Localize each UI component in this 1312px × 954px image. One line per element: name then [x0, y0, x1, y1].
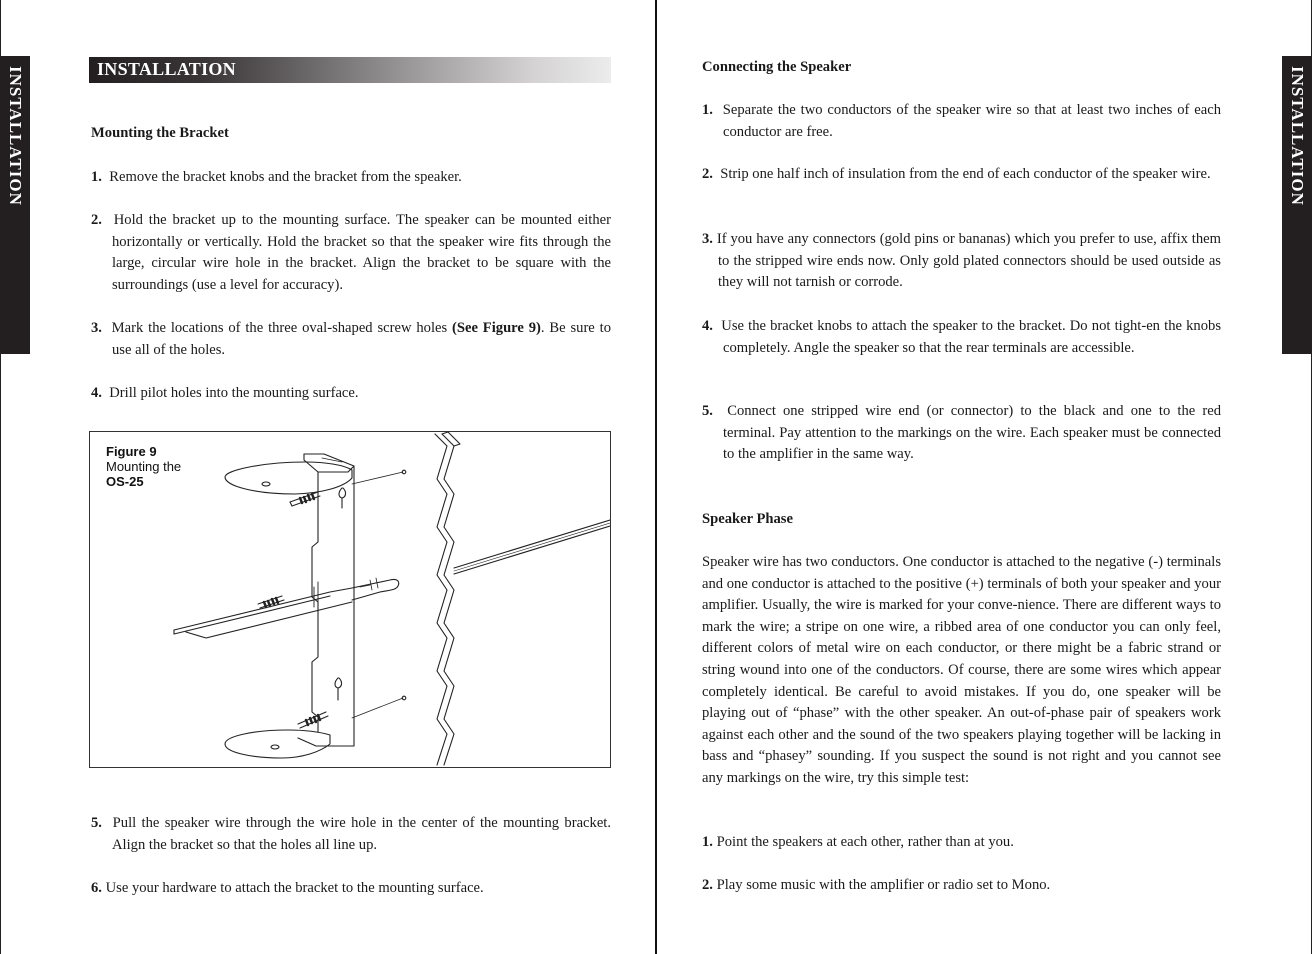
- mount-step-5: [91, 813, 611, 856]
- bracket-illustration: [90, 432, 610, 767]
- connect-step-5: [702, 401, 1221, 466]
- side-tab-right: [1282, 56, 1312, 354]
- step-number: 2.: [91, 212, 102, 228]
- step-text: Strip one half inch of insulation from the end of each conductor of the speaker wire.: [720, 166, 1211, 182]
- keyhole-top: [339, 488, 346, 508]
- step-text: Hold the bracket up to the mounting surface. The speaker can be mounted either horizontally or vertically. Hold the bracket so that the speaker wire fits through the large, circular wire hole in the bracket. Align the bracket to be square with the surroundings (use a level for accuracy).: [112, 212, 611, 293]
- mount-step-2: [91, 210, 611, 296]
- step-number: 1.: [91, 169, 102, 185]
- test-step-1: [702, 832, 1221, 854]
- step-number: 1.: [702, 102, 713, 118]
- step-text: Use the bracket knobs to attach the speaker to the bracket. Do not tight-en the knobs completely. Angle the speaker so that the rear terminals are accessible.: [721, 318, 1221, 356]
- step-text: Point the speakers at each other, rather than at you.: [716, 834, 1014, 850]
- guide-line-top: [352, 472, 403, 484]
- figure-label: Figure 9: [106, 444, 157, 459]
- bottom-plate: [225, 730, 330, 758]
- mount-step-3: [91, 318, 611, 361]
- connect-step-2: [702, 164, 1221, 186]
- step-number: 6.: [91, 880, 102, 896]
- section-title-bar: [89, 57, 611, 83]
- phase-heading: Speaker Phase: [702, 511, 793, 527]
- step-number: 4.: [91, 385, 102, 401]
- step-text: Play some music with the amplifier or radio set to Mono.: [716, 877, 1051, 893]
- test-step-2: [702, 875, 1221, 897]
- step-number: 1.: [702, 834, 713, 850]
- connect-step-4: [702, 316, 1221, 359]
- step-number: 4.: [702, 318, 713, 334]
- connect-step-1: [702, 100, 1221, 143]
- phase-paragraph: Speaker wire has two conductors. One conductor is attached to the negative (-) terminals and one conductor is attached to the positive (+) terminals of both your speaker and your amplifier. Usually, the wire is marked for your conve-nience. There are different ways to mark the wire; a stripe on one wire, a ribbed area of one conductor you can only feel, different colors of metal wire on each conductor, or there might be a fabric strand or string wound into one of the conductors. Of course, there are some wires which appear completely identical. Be careful to avoid mistakes. If you do, one speaker will be playing out of “phase” with the other speaker. An out-of-phase pair of speakers work against each other and the sound of the two speakers playing together will be lacking in bass and “phasey” sounding. If you suspect the sound is not right and you cannot see any markings on the wire, try this simple test:: [702, 554, 1221, 786]
- step-text: Pull the speaker wire through the wire hole in the center of the mounting bracket. Align the bracket so that the holes all line up.: [112, 815, 611, 853]
- step-text-cont: . Be sure to use all of the holes.: [112, 320, 611, 358]
- step-number: 5.: [702, 403, 713, 419]
- figure-caption-line2: OS-25: [106, 474, 144, 489]
- step-number: 3.: [91, 320, 102, 336]
- bracket-body: [298, 454, 354, 746]
- page-spine: [655, 0, 657, 954]
- step-number: 2.: [702, 877, 713, 893]
- step-text: Drill pilot holes into the mounting surface.: [109, 385, 359, 401]
- keyhole-bottom: [335, 678, 342, 700]
- top-plate: [225, 462, 352, 494]
- step-number: 3.: [702, 231, 713, 247]
- step-text: Mark the locations of the three oval-shaped screw holes: [111, 320, 453, 336]
- mount-step-6: [91, 878, 611, 900]
- mount-step-1: [91, 167, 611, 189]
- step-text: If you have any connectors (gold pins or bananas) which you prefer to use, affix them to the stripped wire ends now. Only gold plated connectors should be used outside as they will not tarnish or corrode.: [716, 231, 1221, 291]
- side-tab-left-label: INSTALLATION: [6, 66, 25, 206]
- step-text: Connect one stripped wire end (or connector) to the black and one to the red terminal. Pay attention to the markings on the wire. Each speaker must be connected to the amplifier in the same way.: [723, 403, 1222, 463]
- step-number: 2.: [702, 166, 713, 182]
- figure-reference: (See Figure 9): [452, 320, 541, 336]
- step-text: Remove the bracket knobs and the bracket from the speaker.: [109, 169, 462, 185]
- figure-caption-line1: Mounting the: [106, 459, 182, 474]
- step-text: Use your hardware to attach the bracket to the mounting surface.: [105, 880, 484, 896]
- guide-line-bottom: [352, 698, 403, 718]
- mount-step-4: [91, 383, 611, 405]
- section-title: INSTALLATION: [97, 59, 236, 79]
- wall-wire: [454, 520, 610, 568]
- side-tab-right-label: INSTALLATION: [1288, 66, 1307, 206]
- figure-9: [89, 431, 611, 768]
- side-tab-left: [0, 56, 30, 354]
- step-number: 5.: [91, 815, 102, 831]
- connect-step-3: [702, 229, 1221, 294]
- connecting-heading: Connecting the Speaker: [702, 59, 852, 75]
- mounting-heading: Mounting the Bracket: [91, 125, 229, 141]
- screw-bottom: [298, 712, 328, 728]
- step-text: Separate the two conductors of the speaker wire so that at least two inches of each conductor are free.: [722, 102, 1221, 140]
